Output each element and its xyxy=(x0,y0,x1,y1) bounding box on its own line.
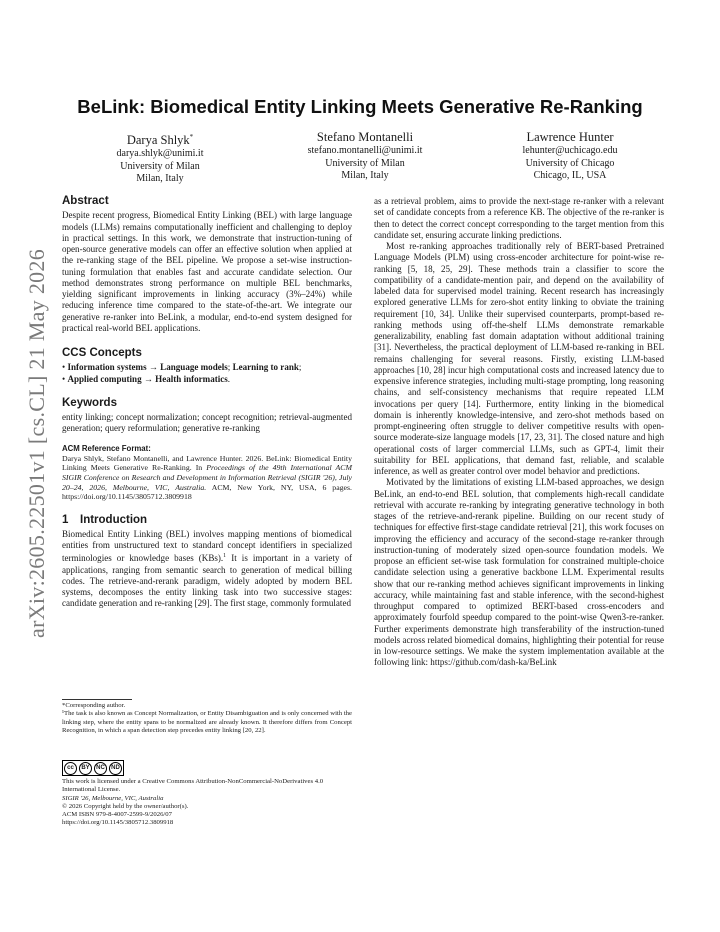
author-3 xyxy=(470,130,670,186)
footnote-rule xyxy=(62,699,132,700)
acm-reference-heading: ACM Reference Format: xyxy=(62,443,151,453)
author-2 xyxy=(265,130,465,186)
cc-icon: cc xyxy=(64,762,77,775)
arxiv-sidebar-stamp xyxy=(14,250,54,640)
author-email: lehunter@uchicago.edu xyxy=(522,145,618,156)
author-affiliation: University of Milan xyxy=(120,160,200,172)
intro-paragraph-2: Most re-ranking approaches traditionally rely of BERT-based Pretrained Language Models (PLM) using cross-encoder architecture for point-wise re-ranking [5, 18, 25, 29]. These methods train a classifier to score the compatibility of a candidate-mention pair, and depend on the availability of labeled data for supervised model training. Recent research has increasingly explored generative LLMs for zero-shot entity linking to obviate the training requirement [10, 34]. Unlike their supervised counterparts, prompt-based re-ranking methods using off-the-shelf LLMs demonstrate remarkable generalizability, enabling fast domain adaptation without additional training [31]. Nevertheless, the practical deployment of LLM-based re-ranking in BEL remains challenging for several reasons. Firstly, existing LLM-based approaches [10, 28] incur high computational costs and increased latency due to expensive inference strategies, including multi-stage prompting, long reasoning chains, and self-consistency mechanisms that require repeated LLM invocations per query [14]. Furthermore, entity linking in the biomedical domain is inherently knowledge-intensive, and zero-shot methods based on prompt-engineering often struggle to deliver competitive results with open-source moderate-size language models [17, 23, 31]. The closed nature and high operational costs of larger commercial LLMs, such as GPT-4, limit their suitability for BEL applications, that demand fast, reliable, and scalable inference, as well as greater control over model behavior and predictions. xyxy=(374,241,664,476)
author-email: darya.shlyk@unimi.it xyxy=(116,148,204,160)
ccs-heading: CCS Concepts xyxy=(62,347,142,359)
nc-icon: NC xyxy=(94,762,107,775)
author-affiliation: University of Chicago xyxy=(525,157,615,169)
conference-line: SIGIR '26, Melbourne, VIC, Australia xyxy=(62,794,164,802)
introduction-heading: 1 Introduction xyxy=(62,513,148,526)
cc-license-badge xyxy=(62,760,124,778)
author-location: Milan, Italy xyxy=(341,170,389,182)
author-1 xyxy=(60,130,260,186)
nd-icon: ND xyxy=(109,762,122,775)
ccs-line-2: • Applied computing → Health informatics. xyxy=(62,373,231,384)
intro-paragraph-3: Motivated by the limitations of existing LLM-based approaches, we design BeLink, an end-to-end BEL solution, that complements high-recall candidate retrieval with accurate re-ranking by integrating generative technology in both stages of the retrieve-and-rerank pipeline. Building on our recent study of techniques for effective first-stage candidate retrieval [21], this work focuses on improving the efficiency and accuracy of the second-stage re-ranker through instruction-tuning of moderately sized open-source foundation models. We propose an efficient set-wise task formulation for constrained multiple-choice candidate selection using a generative backbone LLM. Experimental results show that our re-ranking method achieves significant improvements in linking accuracy, while maintaining fast and stable inference, with the second-highest throughput compared to optimized BERT-based cross-encoders and approximately fourfold speedup compared to the point-wise Qwen3-re-ranker. Further experiments demonstrate high transferability of the instruction-tuned models across related biomedical domains, highlighting their potential for reuse in low-resource settings. We make the system implementation available at the following link: https://github.com/dash-ka/BeLink xyxy=(374,477,664,668)
license-block xyxy=(62,760,352,828)
license-text: This work is licensed under a Creative Commons Attribution-NonCommercial-NoDerivatives 4.0 International License. xyxy=(62,778,324,794)
author-name: Lawrence Hunter xyxy=(526,130,614,144)
author-name: Darya Shlyk xyxy=(126,133,190,148)
footnote-1: ¹The task is also known as Concept Normalization, or Entity Disambiguation and is only concerned with the linking step, where the entity spans to be normalized are already known. It therefore differs from Concept Recognition, in which a span detection step precedes entity linking [20, 22]. xyxy=(62,710,352,734)
intro-paragraph-1: Biomedical Entity Linking (BEL) involves mapping mentions of biomedical entities from unstructured text to standard concept identifiers in specialized terminologies or knowledge bases (KBs).$^1$ It is important in a variety of applications, ranging from semantic search to generation of medical billing codes. The retrieve-and-rerank paradigm, widely adopted by modern BEL systems, decomposes the entity linking task into two successive stages: candidate generation and re-ranking [29]. The first stage, commonly formulated xyxy=(62,528,352,609)
acm-reference-text: Darya Shlyk, Stefano Montanelli, and Lawrence Hunter. 2026. BeLink: Biomedical Entity Linking Meets Generative Re-Ranking. In Proceedings of the 49th International ACM SIGIR Conference on Research and Development in Information Retrieval (SIGIR '26), July 20–24, 2026, Melbourne, VIC, Australia. ACM, New York, NY, USA, 6 pages. https://doi.org/10.1145/3805712.3809918 xyxy=(62,453,352,502)
copyright-line: © 2026 Copyright held by the owner/author(s). xyxy=(62,802,189,810)
author-block xyxy=(60,130,670,186)
author-location: Milan, Italy xyxy=(136,173,184,185)
right-column xyxy=(374,196,664,669)
intro-paragraph-1-continued: as a retrieval problem, aims to provide the next-stage re-ranker with a relevant set of candidate concepts from a reference KB. The objective of the re-ranker is then to detect the correct concept corresponding to the target mention from this candidate set, ensuring accurate linking predictions. xyxy=(374,196,664,240)
abstract-text: Despite recent progress, Biomedical Entity Linking (BEL) with large language models (LLMs) remains computationally inefficient and challenging to deploy in practical settings. In this work, we demonstrate that instruction-tuning of open-source generative models can offer an effective solution when applied at the re-ranking stage of the BEL pipeline. We propose a set-wise instruction-tuning formulation that enables fast and accurate candidate selection. Our method demonstrates strong performance on multiple BEL benchmarks, yielding significant improvements in linking accuracy (3%–24%) while reducing inference time compared to the state-of-the-art. We integrate our generative re-ranker into BeLink, a modular, end-to-end system designed for practical real-world BEL applications. xyxy=(62,210,352,333)
by-icon: BY xyxy=(79,762,92,775)
author-name: Stefano Montanelli xyxy=(316,130,414,144)
author-affiliation: University of Milan xyxy=(325,157,405,169)
keywords-heading: Keywords xyxy=(62,396,117,409)
author-location: Chicago, IL, USA xyxy=(533,170,607,182)
footnote-corresponding: *Corresponding author. xyxy=(62,702,126,709)
isbn-line: ACM ISBN 979-8-4007-2599-9/2026/07 xyxy=(62,811,172,819)
footnotes xyxy=(62,699,352,735)
corresponding-mark: * xyxy=(189,133,194,141)
arxiv-identifier: arXiv:2605.22501v1 [cs.CL] 21 May 2026 xyxy=(24,250,49,638)
doi-line: https://doi.org/10.1145/3805712.3809918 xyxy=(62,819,174,827)
author-email: stefano.montanelli@unimi.it xyxy=(307,145,423,156)
left-column xyxy=(62,196,352,610)
paper-title: BeLink: Biomedical Entity Linking Meets Generative Re-Ranking xyxy=(77,96,643,117)
ccs-line-1: • Information systems → Language models; Learning to rank; xyxy=(62,362,302,373)
keywords-text: entity linking; concept normalization; concept recognition; retrieval-augmented generation; query reformulation; generative re-ranking xyxy=(62,412,352,434)
abstract-heading: Abstract xyxy=(62,195,109,207)
